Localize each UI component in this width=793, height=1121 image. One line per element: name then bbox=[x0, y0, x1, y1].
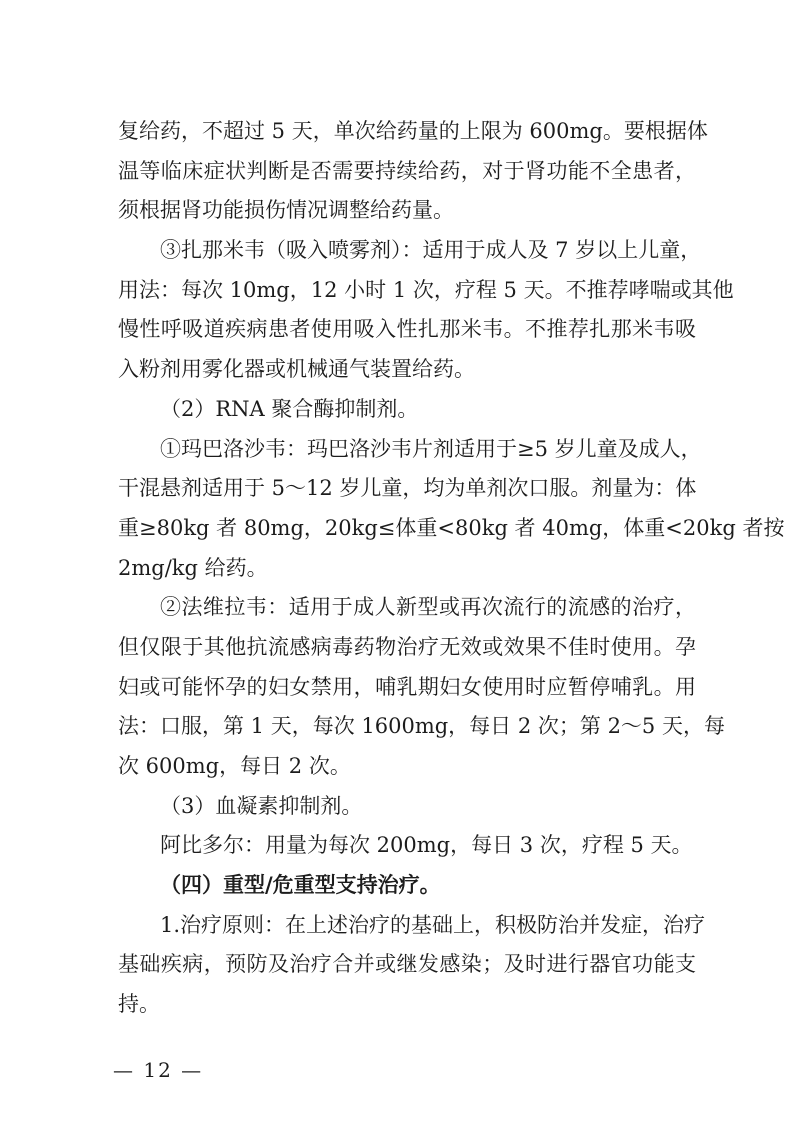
paragraph-line: 干混悬剂适用于 5～12 岁儿童，均为单剂次口服。剂量为：体 bbox=[118, 476, 697, 501]
paragraph-line: 用法：每次 10mg，12 小时 1 次，疗程 5 天。不推荐哮喘或其他 bbox=[118, 277, 734, 302]
paragraph-line: 持。 bbox=[118, 992, 160, 1017]
paragraph-line: 1.治疗原则：在上述治疗的基础上，积极防治并发症，治疗 bbox=[160, 912, 706, 937]
paragraph-line: 妇或可能怀孕的妇女禁用，哺乳期妇女使用时应暂停哺乳。用 bbox=[118, 674, 696, 699]
section-heading: （2）RNA 聚合酶抑制剂。 bbox=[160, 396, 419, 421]
paragraph-line: 2mg/kg 给药。 bbox=[118, 555, 268, 580]
paragraph-line: 须根据肾功能损伤情况调整给药量。 bbox=[118, 198, 454, 223]
body-text bbox=[118, 112, 785, 1025]
paragraph-line: 但仅限于其他抗流感病毒药物治疗无效或效果不佳时使用。孕 bbox=[118, 634, 696, 659]
paragraph-line: 复给药，不超过 5 天，单次给药量的上限为 600mg。要根据体 bbox=[118, 119, 708, 143]
paragraph-line: 法：口服，第 1 天，每次 1600mg，每日 2 次；第 2～5 天，每 bbox=[118, 714, 725, 739]
paragraph-line: 次 600mg，每日 2 次。 bbox=[118, 754, 351, 778]
paragraph-line: ①玛巴洛沙韦：玛巴洛沙韦片剂适用于≥5 岁儿童及成人， bbox=[160, 436, 702, 461]
paragraph-line: 入粉剂用雾化器或机械通气装置给药。 bbox=[118, 357, 475, 382]
paragraph-line: ③扎那米韦（吸入喷雾剂）：适用于成人及 7 岁以上儿童， bbox=[160, 238, 702, 263]
section-heading: （四）重型/危重型支持治疗。 bbox=[160, 873, 441, 898]
page-number: — 12 — bbox=[113, 1058, 204, 1082]
paragraph-line: 阿比多尔：用量为每次 200mg，每日 3 次，疗程 5 天。 bbox=[160, 833, 693, 858]
paragraph-line: 重≥80kg 者 80mg，20kg≤体重<80kg 者 40mg，体重<20kg 者按 bbox=[118, 515, 785, 540]
paragraph-line: 基础疾病，预防及治疗合并或继发感染；及时进行器官功能支 bbox=[118, 952, 696, 977]
paragraph-line: 慢性呼吸道疾病患者使用吸入性扎那米韦。不推荐扎那米韦吸 bbox=[118, 317, 696, 342]
paragraph-line: 温等临床症状判断是否需要持续给药，对于肾功能不全患者， bbox=[118, 158, 696, 183]
section-heading: （3）血凝素抑制剂。 bbox=[160, 793, 363, 818]
paragraph-line: ②法维拉韦：适用于成人新型或再次流行的流感的治疗， bbox=[160, 595, 696, 620]
